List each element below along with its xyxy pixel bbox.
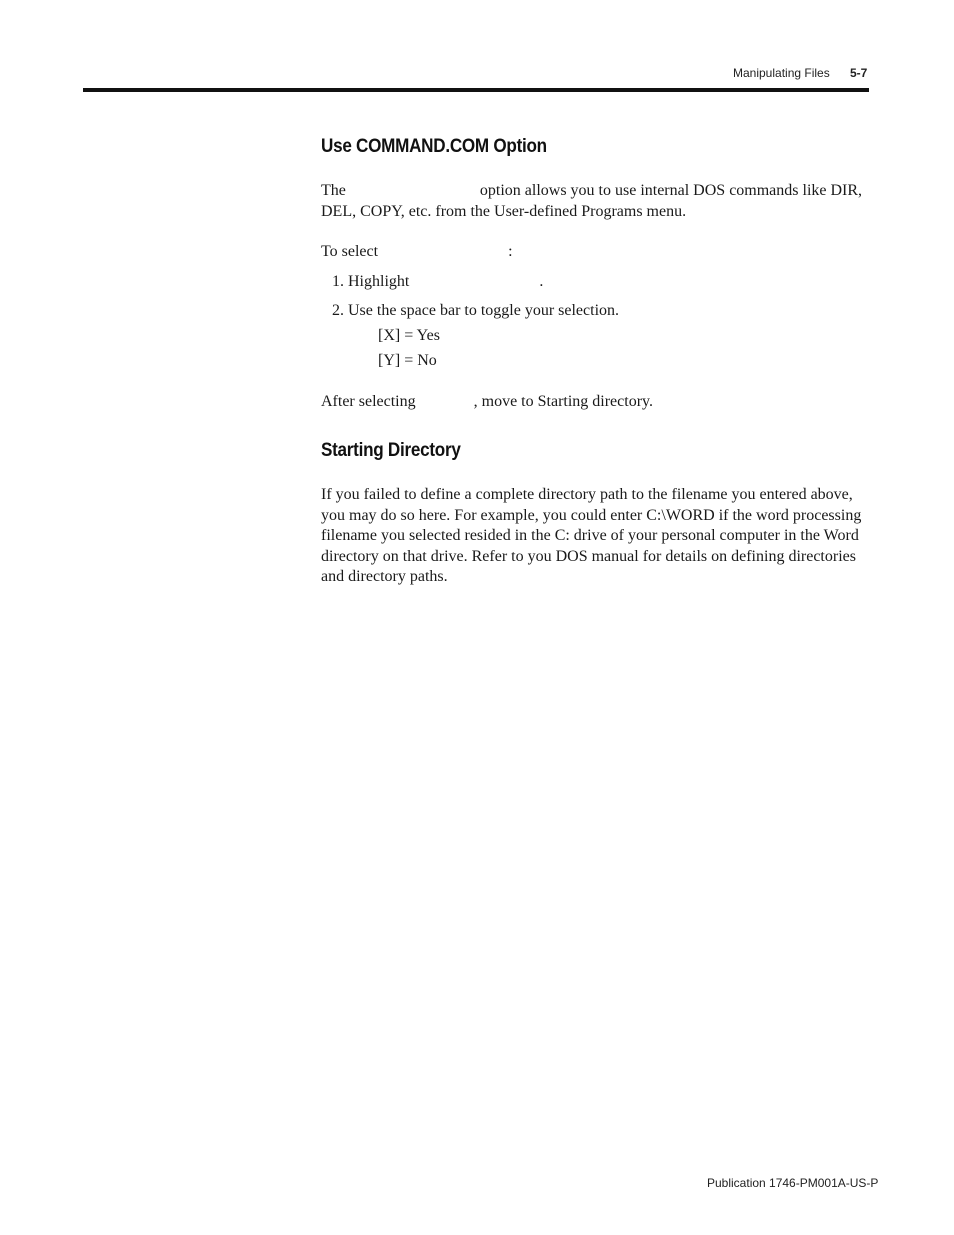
footer-publication: Publication 1746-PM001A-US-P (707, 1176, 879, 1190)
step-1 (332, 272, 880, 293)
step-2: 2. Use the space bar to toggle your selection. (332, 302, 620, 319)
to-select-end: : (508, 243, 513, 260)
after-selecting-line (321, 392, 869, 413)
starting-directory-paragraph: If you failed to define a complete directory path to the filename you entered above, you may do so here. For example, you could enter C:\WORD if the word processing filename you selected resided in the C: drive of your personal computer in the Word directory on that drive. Refer to you DOS manual for details on defining directories and directory paths. (321, 486, 862, 585)
to-select-line (321, 242, 869, 263)
after-selecting-start: After selecting (321, 393, 416, 410)
to-select-start: To select (321, 243, 379, 260)
option-no: [Y] = No (378, 352, 437, 369)
intro-paragraph (321, 181, 869, 222)
intro-paragraph-start: The (321, 182, 346, 199)
section-title-starting-directory: Starting Directory (321, 440, 461, 461)
step-1-start: 1. Highlight (332, 273, 410, 290)
step-1-end: . (539, 273, 544, 290)
page-number: 5-7 (850, 66, 868, 80)
section-title-command-com: Use COMMAND.COM Option (321, 136, 547, 157)
running-header-title: Manipulating Files (733, 66, 830, 80)
intro-paragraph-end: option allows you to use internal DOS commands like DIR, DEL, COPY, etc. from the User-defined Programs menu. (321, 182, 863, 220)
header-rule (83, 88, 869, 92)
option-yes: [X] = Yes (378, 327, 440, 344)
after-selecting-end: , move to Starting directory. (473, 393, 653, 410)
